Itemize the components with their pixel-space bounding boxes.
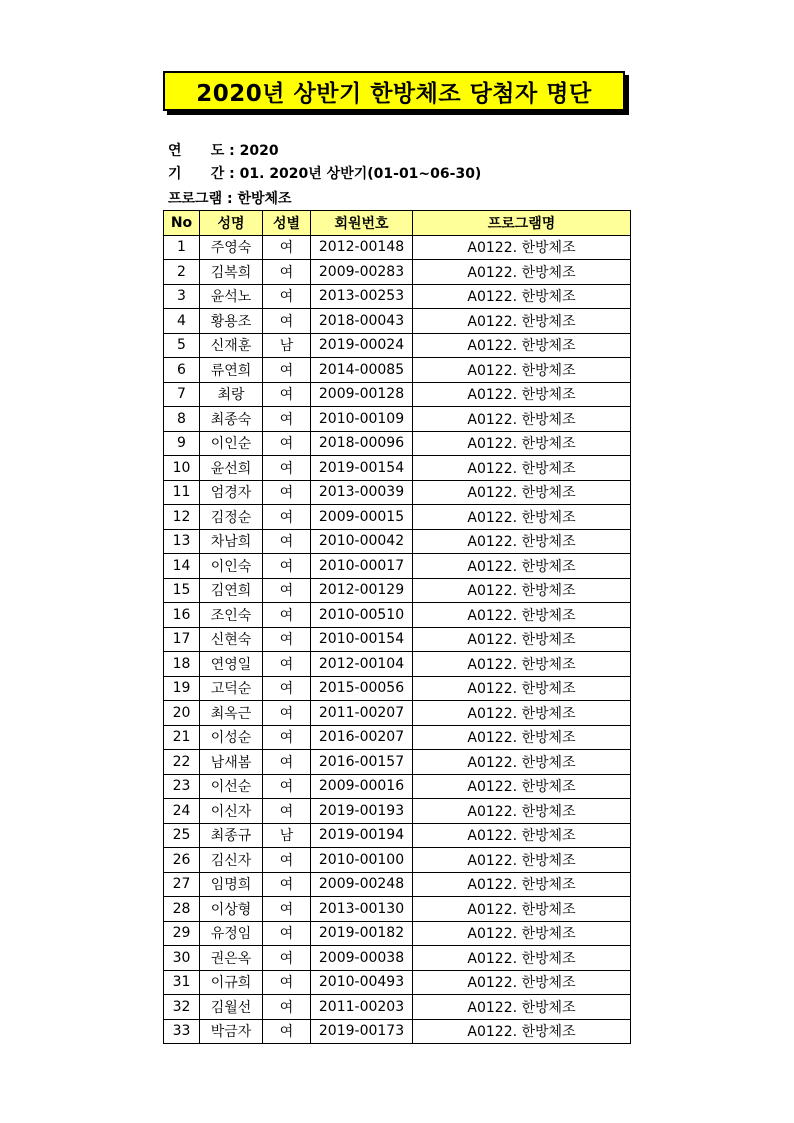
program-label: 프로그램 : xyxy=(168,191,238,207)
cell-member-id: 2010-00109 xyxy=(311,407,413,432)
header-member-id: 회원번호 xyxy=(311,211,413,236)
year-value: 2020 xyxy=(239,143,279,159)
cell-no: 27 xyxy=(164,872,200,897)
cell-member-id: 2018-00043 xyxy=(311,309,413,334)
cell-gender: 여 xyxy=(263,260,311,285)
cell-name: 엄경자 xyxy=(200,480,263,505)
cell-no: 12 xyxy=(164,505,200,530)
cell-program: A0122. 한방체조 xyxy=(413,358,631,383)
cell-program: A0122. 한방체조 xyxy=(413,995,631,1020)
table-row xyxy=(164,603,631,628)
cell-gender: 여 xyxy=(263,872,311,897)
cell-no: 22 xyxy=(164,750,200,775)
table-row xyxy=(164,529,631,554)
table-row xyxy=(164,725,631,750)
cell-program: A0122. 한방체조 xyxy=(413,431,631,456)
cell-name: 신재훈 xyxy=(200,333,263,358)
cell-gender: 여 xyxy=(263,358,311,383)
cell-program: A0122. 한방체조 xyxy=(413,235,631,260)
cell-no: 3 xyxy=(164,284,200,309)
cell-gender: 여 xyxy=(263,1019,311,1044)
cell-no: 10 xyxy=(164,456,200,481)
cell-name: 유정임 xyxy=(200,921,263,946)
cell-no: 11 xyxy=(164,480,200,505)
cell-name: 이신자 xyxy=(200,799,263,824)
cell-no: 24 xyxy=(164,799,200,824)
cell-program: A0122. 한방체조 xyxy=(413,407,631,432)
cell-member-id: 2011-00203 xyxy=(311,995,413,1020)
cell-program: A0122. 한방체조 xyxy=(413,701,631,726)
cell-program: A0122. 한방체조 xyxy=(413,578,631,603)
cell-name: 최랑 xyxy=(200,382,263,407)
cell-name: 김정순 xyxy=(200,505,263,530)
cell-program: A0122. 한방체조 xyxy=(413,652,631,677)
cell-program: A0122. 한방체조 xyxy=(413,603,631,628)
cell-no: 7 xyxy=(164,382,200,407)
cell-program: A0122. 한방체조 xyxy=(413,799,631,824)
cell-gender: 여 xyxy=(263,284,311,309)
cell-no: 29 xyxy=(164,921,200,946)
cell-name: 박금자 xyxy=(200,1019,263,1044)
cell-program: A0122. 한방체조 xyxy=(413,750,631,775)
cell-member-id: 2013-00253 xyxy=(311,284,413,309)
cell-name: 황용조 xyxy=(200,309,263,334)
cell-gender: 여 xyxy=(263,382,311,407)
cell-program: A0122. 한방체조 xyxy=(413,1019,631,1044)
table-row xyxy=(164,333,631,358)
cell-gender: 여 xyxy=(263,897,311,922)
cell-name: 최종규 xyxy=(200,823,263,848)
cell-gender: 남 xyxy=(263,823,311,848)
cell-member-id: 2010-00042 xyxy=(311,529,413,554)
table-row xyxy=(164,970,631,995)
cell-name: 주영숙 xyxy=(200,235,263,260)
cell-no: 21 xyxy=(164,725,200,750)
cell-member-id: 2016-00207 xyxy=(311,725,413,750)
table-row xyxy=(164,995,631,1020)
cell-gender: 여 xyxy=(263,529,311,554)
table-row xyxy=(164,382,631,407)
cell-program: A0122. 한방체조 xyxy=(413,260,631,285)
table-row xyxy=(164,676,631,701)
table-row xyxy=(164,701,631,726)
cell-member-id: 2009-00016 xyxy=(311,774,413,799)
table-row xyxy=(164,456,631,481)
table-row xyxy=(164,284,631,309)
table-row xyxy=(164,309,631,334)
table-row xyxy=(164,897,631,922)
cell-program: A0122. 한방체조 xyxy=(413,823,631,848)
cell-gender: 여 xyxy=(263,407,311,432)
cell-program: A0122. 한방체조 xyxy=(413,309,631,334)
cell-program: A0122. 한방체조 xyxy=(413,333,631,358)
cell-no: 20 xyxy=(164,701,200,726)
cell-program: A0122. 한방체조 xyxy=(413,970,631,995)
cell-name: 류연희 xyxy=(200,358,263,383)
table-row xyxy=(164,946,631,971)
cell-gender: 여 xyxy=(263,554,311,579)
cell-name: 이선순 xyxy=(200,774,263,799)
cell-name: 최옥근 xyxy=(200,701,263,726)
cell-gender: 여 xyxy=(263,774,311,799)
cell-name: 차남희 xyxy=(200,529,263,554)
table-row xyxy=(164,823,631,848)
table-row xyxy=(164,358,631,383)
table-row xyxy=(164,848,631,873)
cell-no: 28 xyxy=(164,897,200,922)
cell-name: 최종숙 xyxy=(200,407,263,432)
cell-no: 4 xyxy=(164,309,200,334)
cell-name: 조인숙 xyxy=(200,603,263,628)
cell-member-id: 2012-00148 xyxy=(311,235,413,260)
cell-gender: 여 xyxy=(263,701,311,726)
cell-program: A0122. 한방체조 xyxy=(413,774,631,799)
cell-name: 이성순 xyxy=(200,725,263,750)
cell-no: 17 xyxy=(164,627,200,652)
table-row xyxy=(164,260,631,285)
cell-member-id: 2019-00194 xyxy=(311,823,413,848)
cell-name: 권은옥 xyxy=(200,946,263,971)
cell-name: 윤석노 xyxy=(200,284,263,309)
cell-name: 김월선 xyxy=(200,995,263,1020)
cell-gender: 여 xyxy=(263,456,311,481)
cell-no: 9 xyxy=(164,431,200,456)
cell-member-id: 2012-00104 xyxy=(311,652,413,677)
cell-gender: 여 xyxy=(263,799,311,824)
cell-member-id: 2013-00039 xyxy=(311,480,413,505)
cell-name: 이인숙 xyxy=(200,554,263,579)
cell-program: A0122. 한방체조 xyxy=(413,676,631,701)
cell-gender: 여 xyxy=(263,627,311,652)
year-line xyxy=(168,140,279,160)
cell-program: A0122. 한방체조 xyxy=(413,284,631,309)
cell-member-id: 2012-00129 xyxy=(311,578,413,603)
cell-member-id: 2016-00157 xyxy=(311,750,413,775)
cell-program: A0122. 한방체조 xyxy=(413,946,631,971)
cell-name: 김연희 xyxy=(200,578,263,603)
cell-program: A0122. 한방체조 xyxy=(413,456,631,481)
cell-member-id: 2019-00182 xyxy=(311,921,413,946)
table-row xyxy=(164,554,631,579)
cell-gender: 여 xyxy=(263,431,311,456)
cell-gender: 여 xyxy=(263,946,311,971)
page-title: 2020년 상반기 한방체조 당첨자 명단 xyxy=(163,71,625,111)
table-row xyxy=(164,774,631,799)
cell-no: 13 xyxy=(164,529,200,554)
table-row xyxy=(164,921,631,946)
cell-member-id: 2009-00128 xyxy=(311,382,413,407)
cell-no: 8 xyxy=(164,407,200,432)
header-program: 프로그램명 xyxy=(413,211,631,236)
cell-member-id: 2015-00056 xyxy=(311,676,413,701)
period-label: 기 간 : xyxy=(168,166,240,182)
cell-no: 31 xyxy=(164,970,200,995)
cell-program: A0122. 한방체조 xyxy=(413,505,631,530)
cell-member-id: 2019-00154 xyxy=(311,456,413,481)
cell-member-id: 2009-00015 xyxy=(311,505,413,530)
header-no: No xyxy=(164,211,200,236)
year-label: 연 도 : xyxy=(168,143,240,159)
cell-name: 임명희 xyxy=(200,872,263,897)
cell-member-id: 2011-00207 xyxy=(311,701,413,726)
cell-name: 이상형 xyxy=(200,897,263,922)
cell-no: 25 xyxy=(164,823,200,848)
table-body xyxy=(164,235,631,1044)
cell-member-id: 2014-00085 xyxy=(311,358,413,383)
cell-member-id: 2018-00096 xyxy=(311,431,413,456)
header-gender: 성별 xyxy=(263,211,311,236)
cell-gender: 여 xyxy=(263,676,311,701)
cell-program: A0122. 한방체조 xyxy=(413,897,631,922)
cell-gender: 여 xyxy=(263,750,311,775)
cell-name: 윤선희 xyxy=(200,456,263,481)
cell-gender: 여 xyxy=(263,480,311,505)
cell-no: 2 xyxy=(164,260,200,285)
cell-program: A0122. 한방체조 xyxy=(413,872,631,897)
header-name: 성명 xyxy=(200,211,263,236)
cell-name: 김복희 xyxy=(200,260,263,285)
cell-no: 32 xyxy=(164,995,200,1020)
table-row xyxy=(164,652,631,677)
cell-no: 26 xyxy=(164,848,200,873)
table-row xyxy=(164,235,631,260)
cell-no: 33 xyxy=(164,1019,200,1044)
table-header-row xyxy=(164,211,631,236)
cell-program: A0122. 한방체조 xyxy=(413,921,631,946)
program-value: 한방체조 xyxy=(237,191,292,207)
table-row xyxy=(164,578,631,603)
cell-member-id: 2009-00283 xyxy=(311,260,413,285)
table-row xyxy=(164,750,631,775)
cell-gender: 여 xyxy=(263,578,311,603)
cell-gender: 여 xyxy=(263,652,311,677)
period-line xyxy=(168,163,481,183)
cell-no: 5 xyxy=(164,333,200,358)
program-line xyxy=(168,188,292,208)
period-value: 01. 2020년 상반기(01-01~06-30) xyxy=(239,166,482,182)
table-row xyxy=(164,505,631,530)
cell-gender: 여 xyxy=(263,995,311,1020)
cell-name: 신현숙 xyxy=(200,627,263,652)
cell-no: 15 xyxy=(164,578,200,603)
cell-gender: 남 xyxy=(263,333,311,358)
table-row xyxy=(164,407,631,432)
cell-no: 1 xyxy=(164,235,200,260)
table-row xyxy=(164,480,631,505)
cell-gender: 여 xyxy=(263,848,311,873)
cell-program: A0122. 한방체조 xyxy=(413,554,631,579)
cell-member-id: 2019-00173 xyxy=(311,1019,413,1044)
cell-no: 30 xyxy=(164,946,200,971)
cell-no: 19 xyxy=(164,676,200,701)
cell-no: 14 xyxy=(164,554,200,579)
cell-gender: 여 xyxy=(263,921,311,946)
cell-no: 16 xyxy=(164,603,200,628)
cell-program: A0122. 한방체조 xyxy=(413,480,631,505)
cell-no: 23 xyxy=(164,774,200,799)
cell-gender: 여 xyxy=(263,309,311,334)
cell-program: A0122. 한방체조 xyxy=(413,848,631,873)
table-row xyxy=(164,627,631,652)
cell-gender: 여 xyxy=(263,970,311,995)
cell-name: 이규희 xyxy=(200,970,263,995)
cell-program: A0122. 한방체조 xyxy=(413,382,631,407)
cell-name: 김신자 xyxy=(200,848,263,873)
cell-member-id: 2019-00193 xyxy=(311,799,413,824)
table-row xyxy=(164,799,631,824)
cell-name: 연영일 xyxy=(200,652,263,677)
cell-member-id: 2019-00024 xyxy=(311,333,413,358)
cell-program: A0122. 한방체조 xyxy=(413,725,631,750)
cell-member-id: 2010-00017 xyxy=(311,554,413,579)
cell-name: 남새봄 xyxy=(200,750,263,775)
cell-member-id: 2010-00510 xyxy=(311,603,413,628)
cell-member-id: 2010-00154 xyxy=(311,627,413,652)
cell-name: 고덕순 xyxy=(200,676,263,701)
table-row xyxy=(164,431,631,456)
cell-gender: 여 xyxy=(263,505,311,530)
cell-gender: 여 xyxy=(263,603,311,628)
winners-table xyxy=(163,210,631,1044)
cell-program: A0122. 한방체조 xyxy=(413,627,631,652)
cell-gender: 여 xyxy=(263,725,311,750)
cell-member-id: 2009-00248 xyxy=(311,872,413,897)
cell-member-id: 2013-00130 xyxy=(311,897,413,922)
table-row xyxy=(164,1019,631,1044)
cell-name: 이인순 xyxy=(200,431,263,456)
cell-member-id: 2010-00493 xyxy=(311,970,413,995)
cell-gender: 여 xyxy=(263,235,311,260)
cell-no: 18 xyxy=(164,652,200,677)
cell-member-id: 2010-00100 xyxy=(311,848,413,873)
cell-no: 6 xyxy=(164,358,200,383)
cell-member-id: 2009-00038 xyxy=(311,946,413,971)
table-row xyxy=(164,872,631,897)
cell-program: A0122. 한방체조 xyxy=(413,529,631,554)
